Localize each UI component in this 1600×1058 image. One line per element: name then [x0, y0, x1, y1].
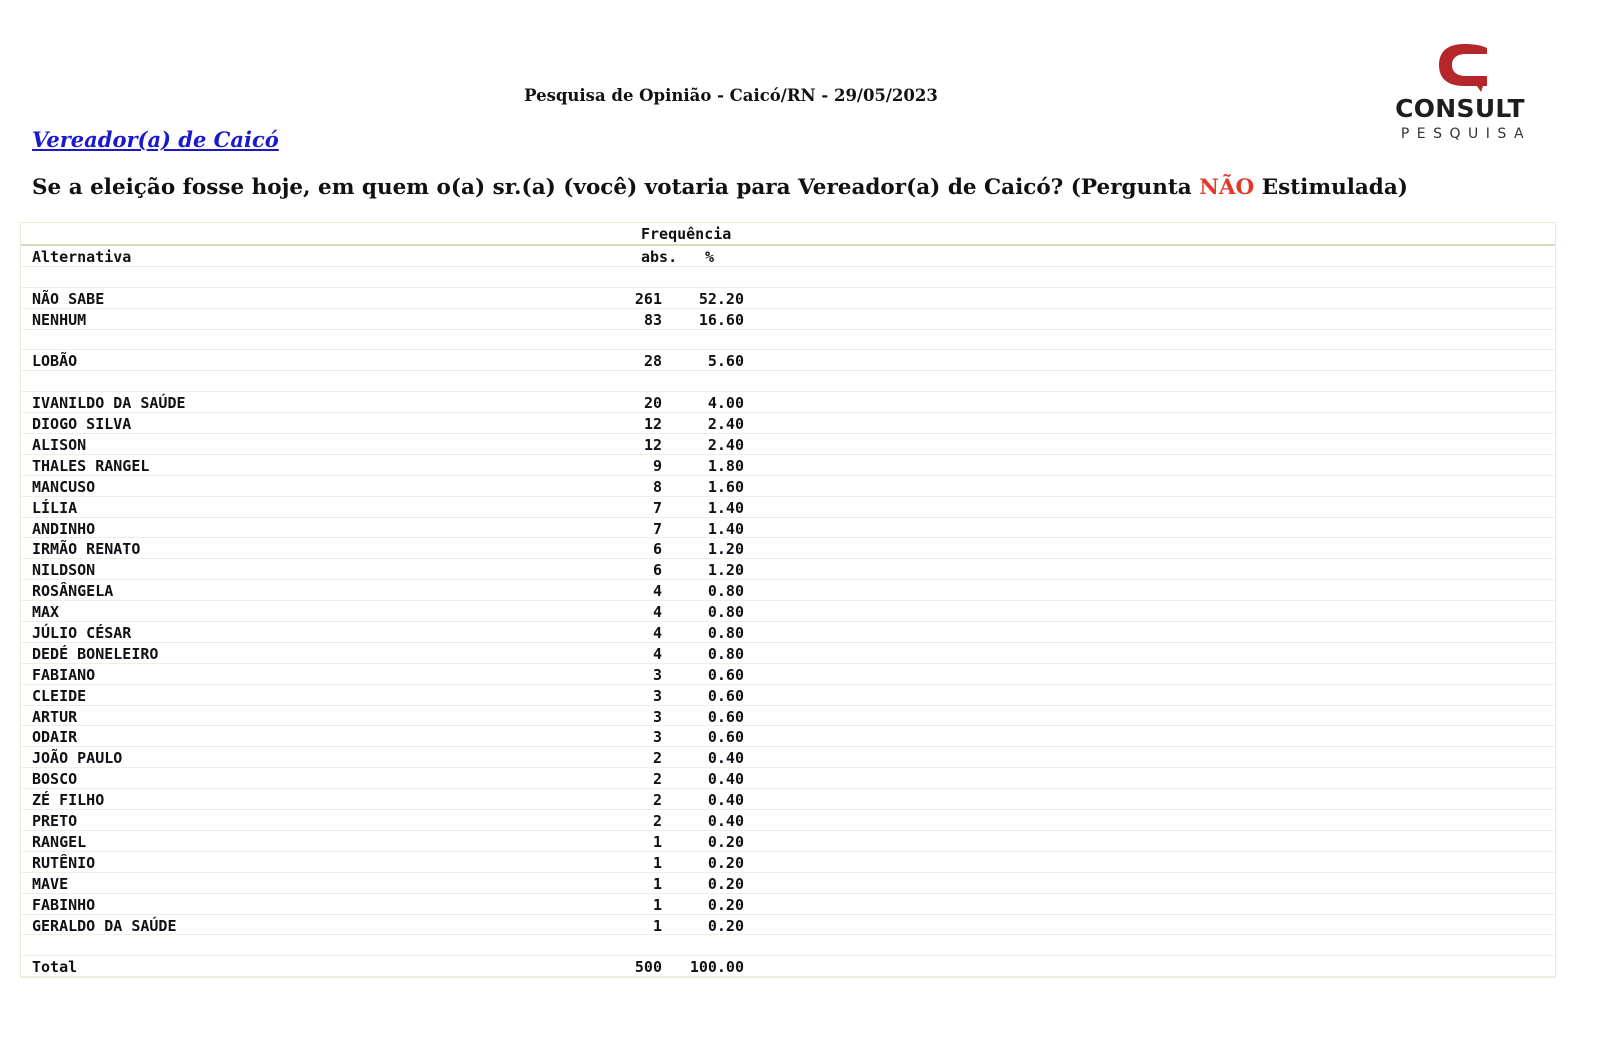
cell-abs: 7: [652, 498, 662, 517]
table-row: [21, 559, 1555, 580]
cell-alt: NENHUM: [32, 310, 87, 329]
cell-pct: 1.20: [707, 561, 744, 580]
table-row: [21, 309, 1555, 330]
cell-pct: 0.80: [707, 624, 744, 643]
cell-alt: IRMÃO RENATO: [32, 540, 141, 559]
cell-abs: 4: [652, 624, 662, 643]
table-row: [21, 476, 1555, 497]
cell-alt: ZÉ FILHO: [32, 791, 105, 810]
cell-abs: 1: [652, 853, 662, 872]
consult-logo: [1385, 40, 1535, 145]
cell-abs: 500: [634, 958, 662, 977]
cell-alt: JÚLIO CÉSAR: [32, 624, 132, 643]
cell-abs: 1: [652, 874, 662, 893]
cell-pct: 0.60: [707, 728, 744, 747]
cell-alt: CLEIDE: [32, 686, 87, 705]
cell-pct: 0.40: [707, 791, 744, 810]
cell-pct: 4.00: [707, 394, 744, 413]
cell-alt: PRETO: [32, 812, 78, 831]
section-link-vereador[interactable]: Vereador(a) de Caicó: [32, 127, 279, 152]
table-group-header: [21, 223, 1555, 246]
table-row: [21, 956, 1555, 977]
cell-pct: 0.60: [707, 707, 744, 726]
cell-abs: 2: [652, 791, 662, 810]
cell-pct: 0.80: [707, 644, 744, 663]
cell-abs: 20: [643, 394, 662, 413]
cell-pct: 1.40: [707, 519, 744, 538]
question-highlight: NÃO: [1199, 175, 1255, 200]
table-row: [21, 580, 1555, 601]
cell-alt: NÃO SABE: [32, 289, 105, 308]
cell-abs: 6: [652, 540, 662, 559]
cell-alt: THALES RANGEL: [32, 456, 150, 475]
cell-alt: RANGEL: [32, 832, 87, 851]
table-row: [21, 350, 1555, 371]
cell-abs: 28: [643, 352, 662, 371]
cell-pct: 0.80: [707, 603, 744, 622]
cell-pct: 0.20: [707, 832, 744, 851]
cell-alt: RUTÊNIO: [32, 853, 96, 872]
cell-alt: FABINHO: [32, 895, 96, 914]
cell-pct: 0.40: [707, 749, 744, 768]
cell-alt: DEDÉ BONELEIRO: [32, 644, 159, 663]
cell-abs: 2: [652, 812, 662, 831]
table-row: [21, 789, 1555, 810]
report-title: Pesquisa de Opinião - Caicó/RN - 29/05/2023: [524, 86, 938, 105]
table-row: [21, 413, 1555, 434]
cell-pct: 0.80: [707, 582, 744, 601]
question-text: [32, 175, 1408, 200]
table-row: [21, 434, 1555, 455]
cell-pct: 0.20: [707, 916, 744, 935]
col-pct: %: [705, 248, 715, 266]
cell-alt: ANDINHO: [32, 519, 96, 538]
cell-abs: 3: [652, 665, 662, 684]
table-row: [21, 915, 1555, 936]
table-row: [21, 601, 1555, 622]
cell-abs: 4: [652, 603, 662, 622]
table-row: [21, 747, 1555, 768]
cell-pct: 2.40: [707, 436, 744, 455]
frequency-table: [20, 222, 1556, 978]
frequencia-header: Frequência: [641, 225, 732, 243]
table-row: [21, 643, 1555, 664]
cell-alt: BOSCO: [32, 770, 78, 789]
question-suffix: Estimulada): [1254, 175, 1408, 200]
table-column-header: [21, 246, 1555, 267]
cell-pct: 2.40: [707, 415, 744, 434]
cell-alt: JOÃO PAULO: [32, 749, 123, 768]
cell-alt: DIOGO SILVA: [32, 415, 132, 434]
cell-pct: 1.40: [707, 498, 744, 517]
cell-abs: 4: [652, 582, 662, 601]
cell-alt: MAX: [32, 603, 60, 622]
cell-pct: 0.60: [707, 665, 744, 684]
table-row: [21, 497, 1555, 518]
table-row: [21, 768, 1555, 789]
table-row: [21, 371, 1555, 392]
cell-alt: LOBÃO: [32, 352, 78, 371]
cell-abs: 12: [643, 415, 662, 434]
question-prefix: Se a eleição fosse hoje, em quem o(a) sr.(a) (você) votaria para Vereador(a) de Caicó? (Pergunta: [32, 175, 1200, 200]
table-row: [21, 392, 1555, 413]
table-row: [21, 873, 1555, 894]
table-row: [21, 622, 1555, 643]
cell-abs: 12: [643, 436, 662, 455]
table-row: [21, 518, 1555, 539]
cell-abs: 83: [643, 310, 662, 329]
cell-abs: 3: [652, 686, 662, 705]
logo-name: CONSULT: [1395, 94, 1525, 123]
cell-alt: GERALDO DA SAÚDE: [32, 916, 177, 935]
cell-pct: 0.20: [707, 853, 744, 872]
cell-pct: 52.20: [698, 289, 744, 308]
cell-pct: 0.40: [707, 770, 744, 789]
cell-pct: 0.60: [707, 686, 744, 705]
cell-alt: IVANILDO DA SAÚDE: [32, 394, 186, 413]
cell-abs: 9: [652, 456, 662, 475]
table-row: [21, 935, 1555, 956]
table-row: [21, 894, 1555, 915]
cell-alt: FABIANO: [32, 665, 96, 684]
cell-alt: MAVE: [32, 874, 69, 893]
cell-abs: 6: [652, 561, 662, 580]
cell-pct: 16.60: [698, 310, 744, 329]
cell-alt: Total: [32, 958, 78, 977]
cell-pct: 0.20: [707, 895, 744, 914]
cell-pct: 100.00: [689, 958, 744, 977]
cell-abs: 3: [652, 707, 662, 726]
cell-alt: MANCUSO: [32, 477, 96, 496]
table-body: [21, 267, 1555, 977]
table-row: [21, 706, 1555, 727]
cell-alt: ODAIR: [32, 728, 78, 747]
cell-abs: 1: [652, 916, 662, 935]
col-abs: abs.: [641, 248, 678, 266]
cell-alt: ROSÂNGELA: [32, 582, 114, 601]
logo-subtitle: PESQUISA: [1400, 126, 1532, 142]
cell-abs: 2: [652, 749, 662, 768]
col-alternativa: Alternativa: [32, 248, 132, 266]
cell-abs: 261: [634, 289, 662, 308]
cell-pct: 5.60: [707, 352, 744, 371]
table-row: [21, 831, 1555, 852]
cell-alt: ARTUR: [32, 707, 78, 726]
cell-abs: 3: [652, 728, 662, 747]
cell-pct: 0.20: [707, 874, 744, 893]
table-row: [21, 852, 1555, 873]
table-row: [21, 685, 1555, 706]
table-row: [21, 810, 1555, 831]
table-row: [21, 538, 1555, 559]
table-row: [21, 288, 1555, 309]
cell-abs: 2: [652, 770, 662, 789]
cell-pct: 0.40: [707, 812, 744, 831]
table-row: [21, 455, 1555, 476]
table-row: [21, 330, 1555, 351]
cell-alt: LÍLIA: [32, 498, 78, 517]
cell-alt: NILDSON: [32, 561, 96, 580]
table-row: [21, 267, 1555, 288]
speech-bubble-c-icon: [1433, 40, 1495, 94]
cell-abs: 7: [652, 519, 662, 538]
cell-alt: ALISON: [32, 436, 87, 455]
cell-pct: 1.20: [707, 540, 744, 559]
cell-abs: 8: [652, 477, 662, 496]
table-row: [21, 664, 1555, 685]
cell-pct: 1.80: [707, 456, 744, 475]
cell-pct: 1.60: [707, 477, 744, 496]
cell-abs: 1: [652, 895, 662, 914]
cell-abs: 4: [652, 644, 662, 663]
cell-abs: 1: [652, 832, 662, 851]
table-row: [21, 726, 1555, 747]
